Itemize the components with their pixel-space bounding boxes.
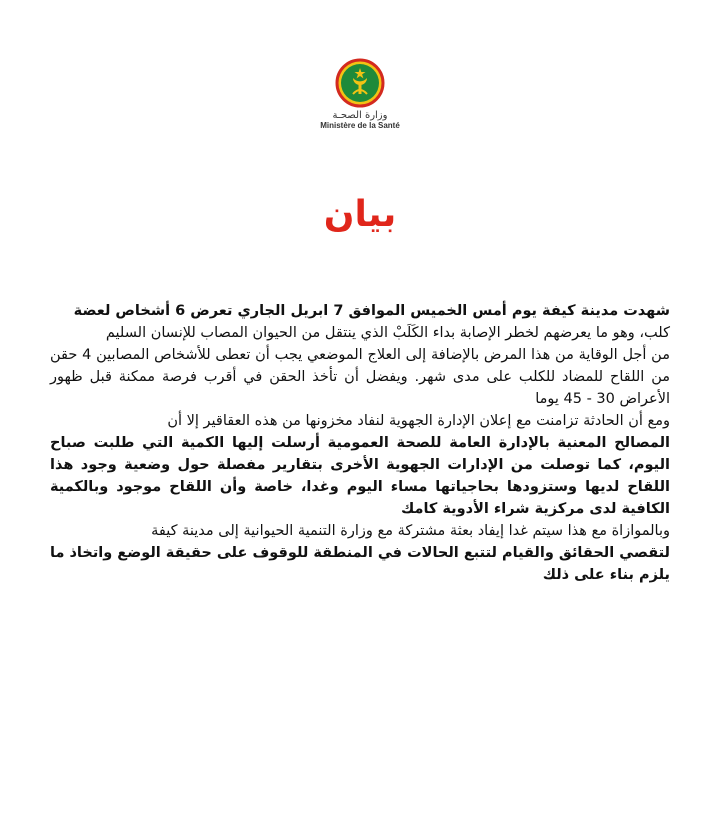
ministry-name-french: Ministère de la Santé [320,121,400,130]
paragraph: وبالموازاة مع هذا سيتم غدا إيفاد بعثة مشتركة مع وزارة التنمية الحيوانية إلى مدينة كيفة [151,523,670,539]
ministry-emblem-icon [335,58,385,108]
paragraph: شهدت مدينة كيفة يوم أمس الخميس الموافق 7 ابريل الجاري تعرض 6 أشخاص لعضة [73,303,670,319]
paragraph: ومع أن الحادثة تزامنت مع إعلان الإدارة الجهوية لنفاد مخزونها من هذه العقاقير إلا أن [167,413,670,429]
statement-title: بيان [323,194,397,235]
statement-body [50,300,670,586]
paragraph: لتقصي الحقائق والقيام لتتبع الحالات في المنطقة للوقوف على حقيقة الوضع واتخاذ ما يلزم بناء على ذلك [50,545,670,583]
paragraph: كلب، وهو ما يعرضهم لخطر الإصابة بداء الكَلَبْ الذي ينتقل من الحيوان المصاب للإنسان السليم [105,325,670,341]
paragraph: من أجل الوقاية من هذا المرض بالإضافة إلى العلاج الموضعي يجب أن تعطى للأشخاص المصابين 4 حقن من اللقاح للمضاد للكلب على مدى شهر. ويفضل أن تأخذ الحقن في أقرب فرصة ممكنة قبل ظهور الأعراض 30 - 45 يوما [50,347,670,407]
ministry-header [300,58,420,130]
ministry-name-arabic: وزارة الصحـة [332,110,388,121]
paragraph: المصالح المعنية بالإدارة العامة للصحة العمومية أرسلت إليها الكمية التي طلبت صباح اليوم، كما توصلت من الإدارات الجهوية الأخرى بتقارير مفصلة حول وضعية وجود هذا اللقاح لديها وستزودها بحاجياتها مساء اليوم وغدا، خاصة وأن اللقاح موجود وبالكمية الكافية لدى مركزية شراء الأدوية كامك [50,435,670,517]
